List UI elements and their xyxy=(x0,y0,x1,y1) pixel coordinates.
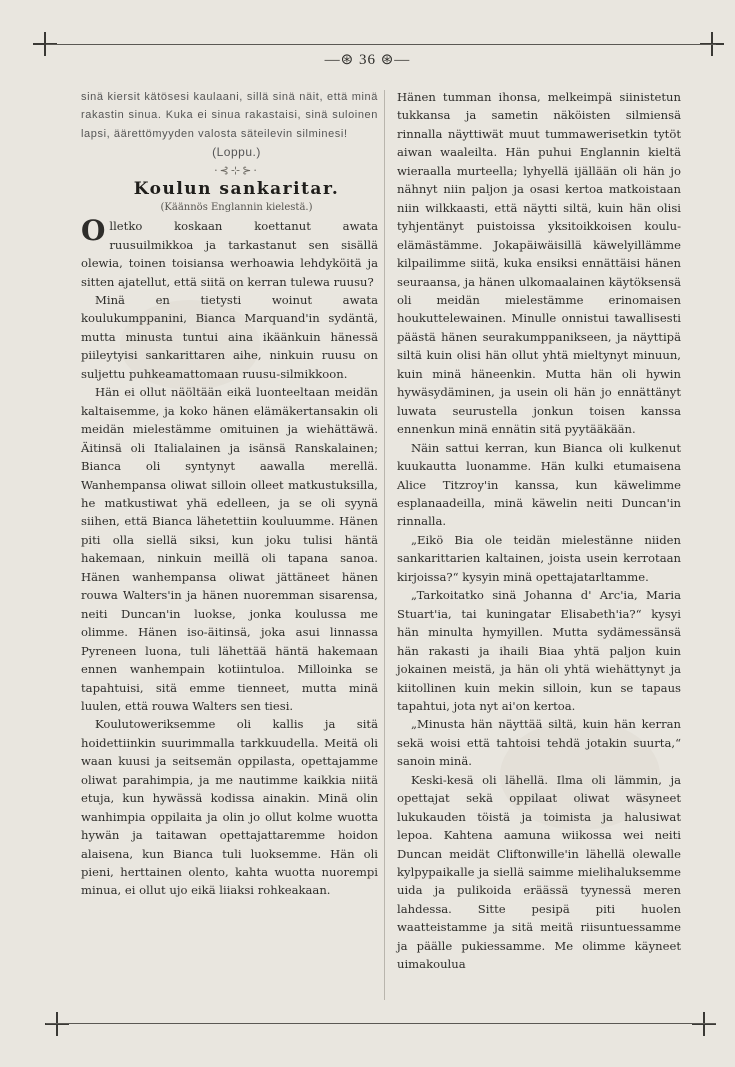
paragraph-text: lletko koskaan koettanut awata ruusuilmikkoa ja tarkastanut sen sisällä olewia, toinen toisiansa werhoawia lehdyköitä ja sitten ajatellut, että siitä on kerran tulewa ruusu? xyxy=(81,219,378,289)
left-column xyxy=(81,88,378,900)
paragraph: Hänen tumman ihonsa, melkeimpä siinistetun tukkansa ja sametin näköisten silmiensä rinnalla näyttiwät muut tummawerisetkin tytöt aiwan waaleilta. Hän puhui Englannin kieltä wieraalla murteella; lyhyellä ijällään oli hän jo nähnyt niin paljon ja osasi kertoa matkoistaan niin wilkkaasti, että näytti siltä, kuin hän olisi tyhjentänyt puistoissa yksitoikkoisen koulu-elämästämme. Jokapäiwäisillä käwelyillämme kilpailimme siitä, kuka ensiksi ennättäisi hänen seuraansa, ja hänen ulkomaalainen käytöksensä oli meidän mielestämme erinomaisen houkuttelewainen. Minulle onnistui tawallisesti päästä hänen seurakumppanikseen, ja näyttipä siltä kuin olisi hän ollut yhtä mieltynyt minuun, kuin minä häneenkin. Mutta hän oli hywin hywäsydäminen, ja usein oli hän jo ennättänyt luwata seurustella jonkun toisen kanssa ennenkun minä ennätin sitä pyytääkään. xyxy=(397,90,681,437)
registration-mark-bottom-right xyxy=(692,1012,716,1036)
paragraph: „Tarkoitatko sinä Johanna d' Arc'ia, Maria Stuart'ia, tai kuningatar Elisabeth'ia?“ kysyi hän minulta hymyillen. Mutta sydämessänsä hän rakasti ja ihaili Biaa yhtä paljon kuin jokainen meistä, ja hän oli yhtä wiehättynyt ja kiitollinen kuin mekin silloin, kun se tapaus tapahtui, jota nyt ai'on kertoa. xyxy=(397,588,681,713)
column-divider xyxy=(384,90,385,1000)
right-column xyxy=(397,88,681,974)
article-title: Koulun sankaritar. xyxy=(133,179,340,200)
story-ending-text: sinä kiersit kätösesi kaulaani, sillä sinä näit, että minä rakastin sinua. Kuka ei sinua rakastaisi, sinä suloinen lapsi, äärettömyyden valosta säteilevin silminesi! xyxy=(81,91,378,140)
ornament: ·⊰⊹⊱· xyxy=(214,163,259,177)
bottom-rule xyxy=(46,1023,716,1024)
paragraph: Keski-kesä oli lähellä. Ilma oli lämmin, ja opettajat sekä oppilaat oliwat wäsyneet lukukauden töistä ja toimista ja halusiwat lepoa. Kahtena aamuna wiikossa wei neiti Duncan meidät Cliftonwille'in lähellä olewalle kylpypaikalle ja siellä saimme mielihaluksemme uida ja pulikoida eräässä tyynessä meren lahdessa. Sitte pesipä piti huolen waatteistamme ja sitä meitä riisuntuessamme ja päälle pukiessamme. Me olimme käyneet uimakoulua xyxy=(397,772,681,972)
paragraph: Minä en tietysti woinut awata koulukumppanini, Bianca Marquand'in sydäntä, mutta minusta tuntui aina ikäänkuin hänessä piileytyisi sankarittaren aihe, ninkuin ruusu on suljettu puhkeamattomaan ruusu-silmikkoon. xyxy=(81,292,378,381)
top-rule xyxy=(46,44,716,45)
paragraph: Näin sattui kerran, kun Bianca oli kulkenut kuukautta luonamme. Hän kulki etumaisena Alice Titzroy'in kanssa, kun käwelimme esplanaadeilla, minä käwelin neiti Duncan'in rinnalla. xyxy=(397,440,681,529)
page-number: —⊛ 36 ⊛— xyxy=(324,52,411,68)
paragraph: „Eikö Bia ole teidän mielestänne niiden sankarittarien kaltainen, joista usein kerrotaan kirjoissa?“ kysyin minä opettajatarltamme. xyxy=(397,532,681,584)
paragraph xyxy=(81,214,378,291)
registration-mark-bottom-left xyxy=(45,1012,69,1036)
drop-cap: O xyxy=(81,214,106,248)
loppu-label: (Loppu.) xyxy=(212,145,261,160)
paragraph: Hän ei ollut näöltään eikä luonteeltaan meidän kaltaisemme, ja koko hänen elämäkertansakin oli meidän mielestämme omituinen ja wiehättäwä. Äitinsä oli Italialainen ja isänsä Ranskalainen; Bianca oli syntynyt aawalla merellä. Wanhempansa oliwat silloin olleet matkustuksilla, he matkustiwat yhä edelleen, ja se oli syynä siihen, että Bianca lähetettiin kouluumme. Hänen piti olla siellä siksi, kun joku tulisi häntä hakemaan, ninkuin meillä oli tapana sanoa. Hänen wanhempansa oliwat jättäneet hänen rouwa Walters'in ja hänen nuoremman sisarensa, neiti Duncan'in luokse, jonka koulussa me olimme. Hänen iso-äitinsä, joka asui linnassa Pyreneen luona, tuli lähettää häntä hakemaan ennen wanhempain kotiintuloa. Milloinka se tapahtuisi, sitä emme tienneet, mutta minä luulen, että rouwa Walters sen tiesi. xyxy=(81,385,378,713)
paragraph: Koulutoweriksemme oli kallis ja sitä hoidettiinkin suurimmalla tarkkuudella. Meitä oli waan kuusi ja seitsemän oppilasta, opettajamme oliwat parahimpia, ja me nautimme kaikkia niitä etuja, kun hywässä kodissa ainakin. Minä olin wanhimpia oppilaita ja olin jo ollut kolme wuotta hywän ja taitawan opettajattaremme hoidon alaisena, kun Bianca tuli luoksemme. Hän oli pieni, herttainen olento, kahta wuotta nuorempi minua, ei ollut ujo eikä liiaksi rohkeakaan. xyxy=(81,717,378,898)
paragraph: „Minusta hän näyttää siltä, kuin hän kerran sekä woisi että tahtoisi tehdä jotakin suurta,“ sanoin minä. xyxy=(397,717,681,769)
article-subtitle: (Käännös Englannin kielestä.) xyxy=(160,201,313,213)
